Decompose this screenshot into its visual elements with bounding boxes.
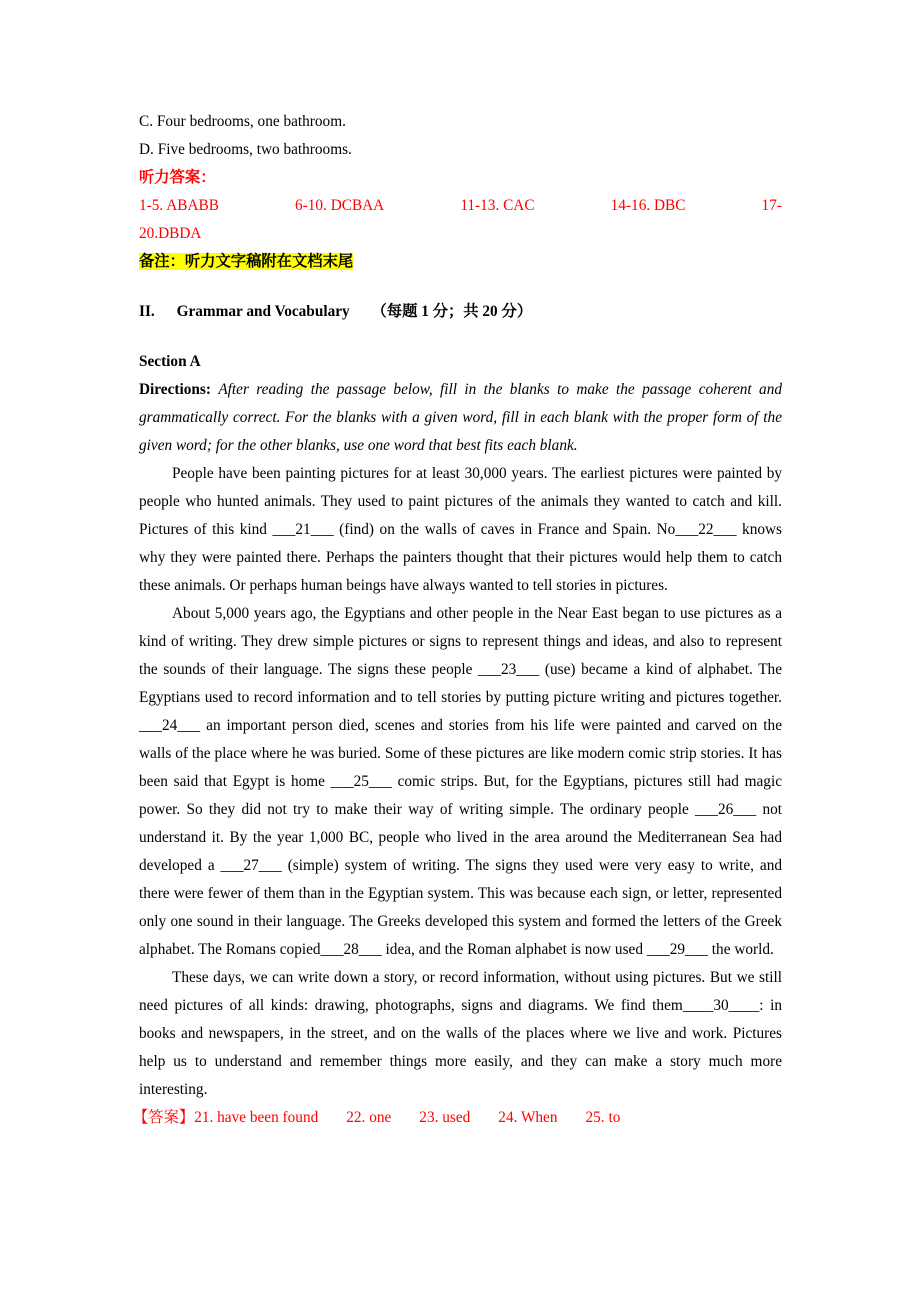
note-line xyxy=(139,248,782,276)
passage-paragraph-2: About 5,000 years ago, the Egyptians and other people in the Near East began to use pictures as a kind of writing. They drew simple pictures or signs to represent things and ideas, and also to represent the sounds of their language. The signs these people ___23___ (use) became a kind of alphabet. The Egyptians used to record information and to tell stories by putting picture writing and pictures together. ___24___ an important person died, scenes and stories from his life were painted and carved on the walls of the place where he was buried. Some of these pictures are like modern comic strip stories. It has been said that Egypt is home ___25___ comic strips. But, for the Egyptians, pictures still had magic power. So they did not try to make their way of writing simple. The ordinary people ___26___ not understand it. By the year 1,000 BC, people who lived in the area around the Mediterranean Sea had developed a ___27___ (simple) system of writing. The signs they used were very easy to write, and there were fewer of them than in the Egyptian system. This was because each sign, or letter, represented only one sound in their language. The Greeks developed this system and formed the letters of the Greek alphabet. The Romans copied___28___ idea, and the Roman alphabet is now used ___29___ the world. xyxy=(139,605,782,958)
passage-paragraph-3: These days, we can write down a story, or record information, without using pictures. But we still need pictures of all kinds: drawing, photographs, signs and diagrams. We find them____30____: in books and newspapers, in the street, and on the walls of the places where we live and work. Pictures help us to understand and remember things more easily, and they can make a story much more interesting. xyxy=(139,969,782,1098)
listening-answer-title: 听力答案： xyxy=(139,169,216,186)
answer-item: 25. to xyxy=(585,1109,621,1126)
answer-group: 14-16. DBC xyxy=(610,197,686,214)
directions xyxy=(139,376,782,460)
section-score: （每题 1 分；共 20 分） xyxy=(371,303,533,320)
answer-group: 6-10. DCBAA xyxy=(295,197,385,214)
answer-key xyxy=(133,1104,782,1132)
section-a-title: Section A xyxy=(139,353,201,370)
directions-label: Directions: xyxy=(139,381,211,398)
option-d: D. Five bedrooms, two bathrooms. xyxy=(139,141,352,158)
answer-group: 17- xyxy=(761,197,782,214)
section-number: II. xyxy=(139,303,155,320)
passage-paragraph-1: People have been painting pictures for at least 30,000 years. The earliest pictures were painted by people who hunted animals. They used to paint pictures of the animals they wanted to catch and kill. Pictures of this kind ___21___ (find) on the walls of caves in France and Spain. No___22___ knows why they were painted there. Perhaps the painters thought that their pictures would help them to catch these animals. Or perhaps human beings have always wanted to tell stories in pictures. xyxy=(139,465,782,594)
answer-item: 23. used xyxy=(419,1109,471,1126)
section-title: Grammar and Vocabulary xyxy=(176,303,350,320)
answer-item: 24. When xyxy=(498,1109,558,1126)
answer-group: 11-13. CAC xyxy=(460,197,535,214)
document-page xyxy=(133,108,783,1132)
answer-group: 1-5. ABABB xyxy=(139,197,219,214)
section-heading xyxy=(139,298,782,326)
listening-answers-continued: 20.DBDA xyxy=(139,225,202,242)
directions-text: After reading the passage below, fill in the blanks to make the passage coherent and grammatically correct. For the blanks with a given word, fill in each blank with the proper form of the given word; for the other blanks, use one word that best fits each blank. xyxy=(139,381,783,454)
listening-answers xyxy=(139,192,782,220)
note-highlight: 备注：听力文字稿附在文档末尾 xyxy=(139,253,354,270)
answer-item: 21. have been found xyxy=(194,1109,319,1126)
answer-item: 22. one xyxy=(346,1109,392,1126)
answer-key-label: 【答案】 xyxy=(133,1109,195,1126)
option-c: C. Four bedrooms, one bathroom. xyxy=(139,113,346,130)
